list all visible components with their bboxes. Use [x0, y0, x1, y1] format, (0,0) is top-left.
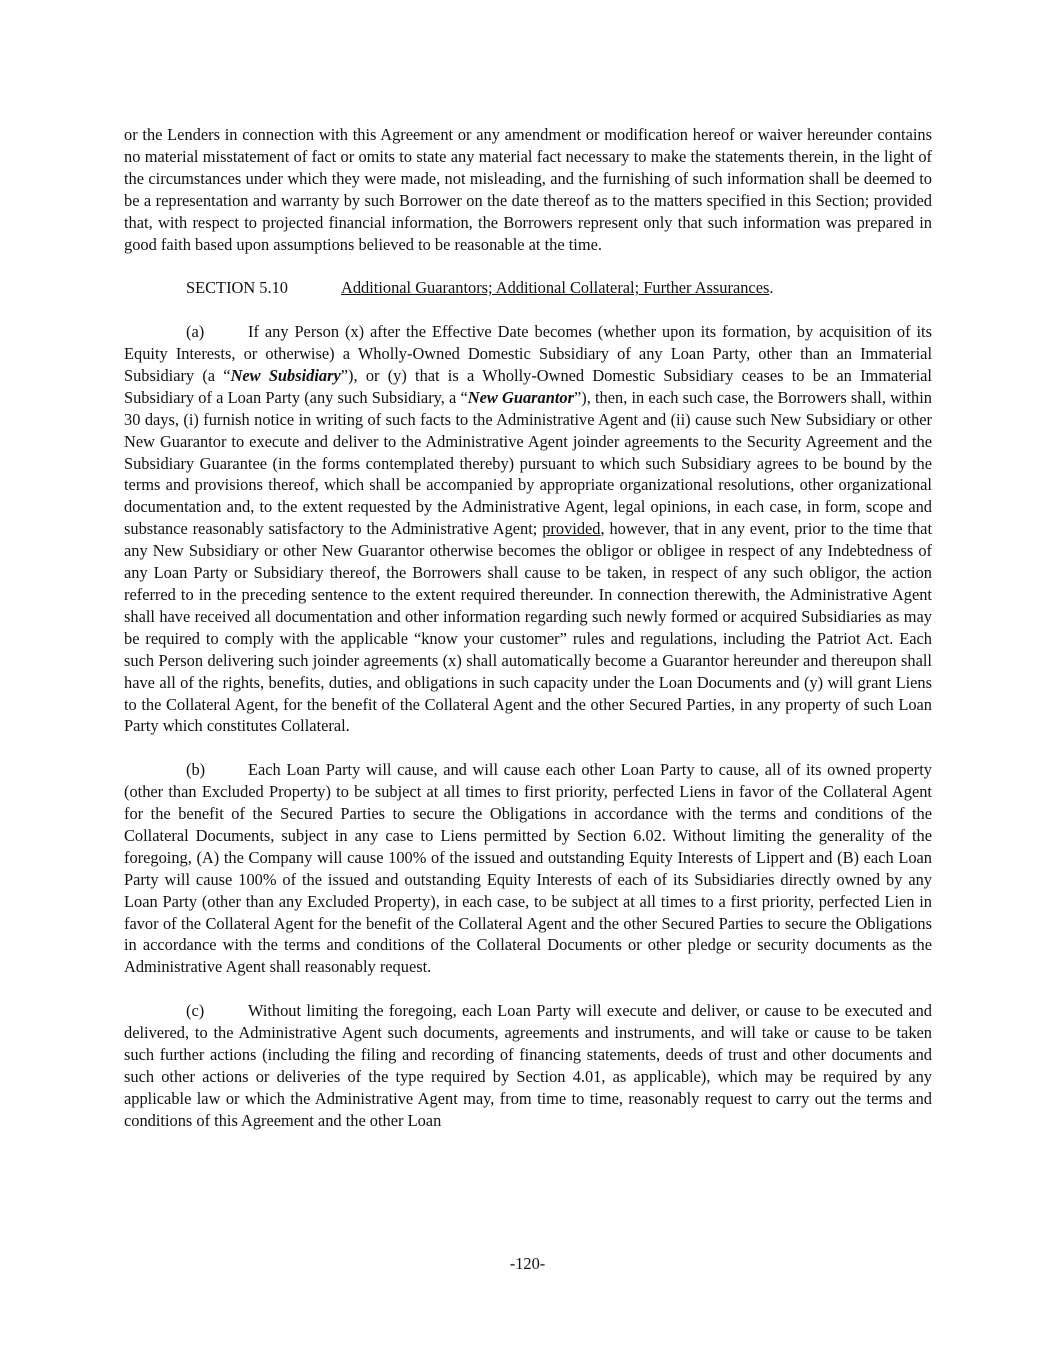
- page-number: -120-: [509, 1254, 546, 1273]
- section-title: Additional Guarantors; Additional Collateral; Further Assurances: [341, 278, 770, 298]
- section-heading: [124, 277, 932, 299]
- clause-c-text: Without limiting the foregoing, each Loan Party will execute and deliver, or cause to be executed and delivered, to the Administrative Agent such documents, agreements and instruments, and will take or cause to be taken such further actions (including the filing and recording of financing statements, deeds of trust and other documents and such other actions or deliveries of the type required by Section 4.01, as applicable), which may be required by any applicable law or which the Administrative Agent may, from time to time, reasonably request to carry out the terms and conditions of this Agreement and the other Loan: [124, 1001, 932, 1130]
- clause-a-paragraph: [124, 321, 932, 737]
- document-body: [124, 124, 932, 1132]
- clause-b-text: Each Loan Party will cause, and will cause each other Loan Party to cause, all of its owned property (other than Excluded Property) to be subject at all times to first priority, perfected Liens in favor of the Collateral Agent for the benefit of the Secured Parties to secure the Obligations in accordance with the terms and conditions of the Collateral Documents, subject in any case to Liens permitted by Section 6.02. Without limiting the generality of the foregoing, (A) the Company will cause 100% of the issued and outstanding Equity Interests of Lippert and (B) each Loan Party will cause 100% of the issued and outstanding Equity Interests of each of its Subsidiaries directly owned by any Loan Party (other than any Excluded Property), in each case, to be subject at all times to a first priority, perfected Lien in favor of the Collateral Agent for the benefit of the Collateral Agent and the other Secured Parties to secure the Obligations in accordance with the terms and conditions of the Collateral Documents or other pledge or security documents as the Administrative Agent shall reasonably request.: [124, 760, 932, 977]
- clause-c-label: (c): [186, 1001, 205, 1021]
- section-number: SECTION 5.10: [186, 278, 288, 298]
- clause-a-text-part3: ”), then, in each such case, the Borrowers shall, within 30 days, (i) furnish notice in writing of such facts to the Administrative Agent and (ii) cause such New Subsidiary or other New Guarantor to execute and deliver to the Administrative Agent joinder agreements to the Security Agreement and the Subsidiary Guarantee (in the forms contemplated thereby) pursuant to which such Subsidiary agrees to be bound by the terms and provisions thereof, which shall be accompanied by appropriate organizational resolutions, other organizational documentation and, to the extent requested by the Administrative Agent, legal opinions, in each case, in form, scope and substance reasonably satisfactory to the Administrative Agent;: [124, 387, 932, 539]
- clause-a-label: (a): [186, 322, 205, 342]
- clause-b-label: (b): [186, 760, 206, 780]
- section-title-period: .: [769, 278, 774, 298]
- provided-term: provided: [542, 519, 601, 539]
- clause-a-text-part4: , however, that in any event, prior to the time that any New Subsidiary or other New Guarantor otherwise becomes the obligor or obligee in respect of any Indebtedness of any Loan Party or Subsidiary thereof, the Borrowers shall cause to be taken, in respect of any such obligor, the action referred to in the preceding sentence to the extent required thereunder. In connection therewith, the Administrative Agent shall have received all documentation and other information regarding such newly formed or acquired Subsidiaries as may be required to comply with the applicable “know your customer” rules and regulations, including the Patriot Act. Each such Person delivering such joinder agreements (x) shall automatically become a Guarantor hereunder and thereupon shall have all of the rights, benefits, duties, and obligations in such capacity under the Loan Documents and (y) will grant Liens to the Collateral Agent, for the benefit of the Collateral Agent and the other Secured Parties, in any property of such Loan Party which constitutes Collateral.: [124, 519, 933, 736]
- clause-a-text-part2: ”), or (y) that is a Wholly-Owned Domestic Subsidiary ceases to be an Immaterial Subsidiary of a Loan Party (any such Subsidiary, a “: [124, 365, 932, 407]
- clause-a-text-part1: If any Person (x) after the Effective Date becomes (whether upon its formation, by acquisition of its Equity Interests, or otherwise) a Wholly-Owned Domestic Subsidiary of any Loan Party, other than an Immaterial Subsidiary (a “: [124, 322, 932, 385]
- continuation-paragraph: or the Lenders in connection with this Agreement or any amendment or modification hereof or waiver hereunder contains no material misstatement of fact or omits to state any material fact necessary to make the statements therein, in the light of the circumstances under which they were made, not misleading, and the furnishing of such information shall be deemed to be a representation and warranty by such Borrower on the date thereof as to the matters specified in this Section; provided that, with respect to projected financial information, the Borrowers represent only that such information was prepared in good faith based upon assumptions believed to be reasonable at the time.: [124, 125, 932, 254]
- defined-term-new-guarantor: New Guarantor: [467, 387, 574, 407]
- clause-b-paragraph: [124, 759, 932, 978]
- clause-c-paragraph: [124, 1000, 932, 1131]
- defined-term-new-subsidiary: New Subsidiary: [230, 365, 341, 385]
